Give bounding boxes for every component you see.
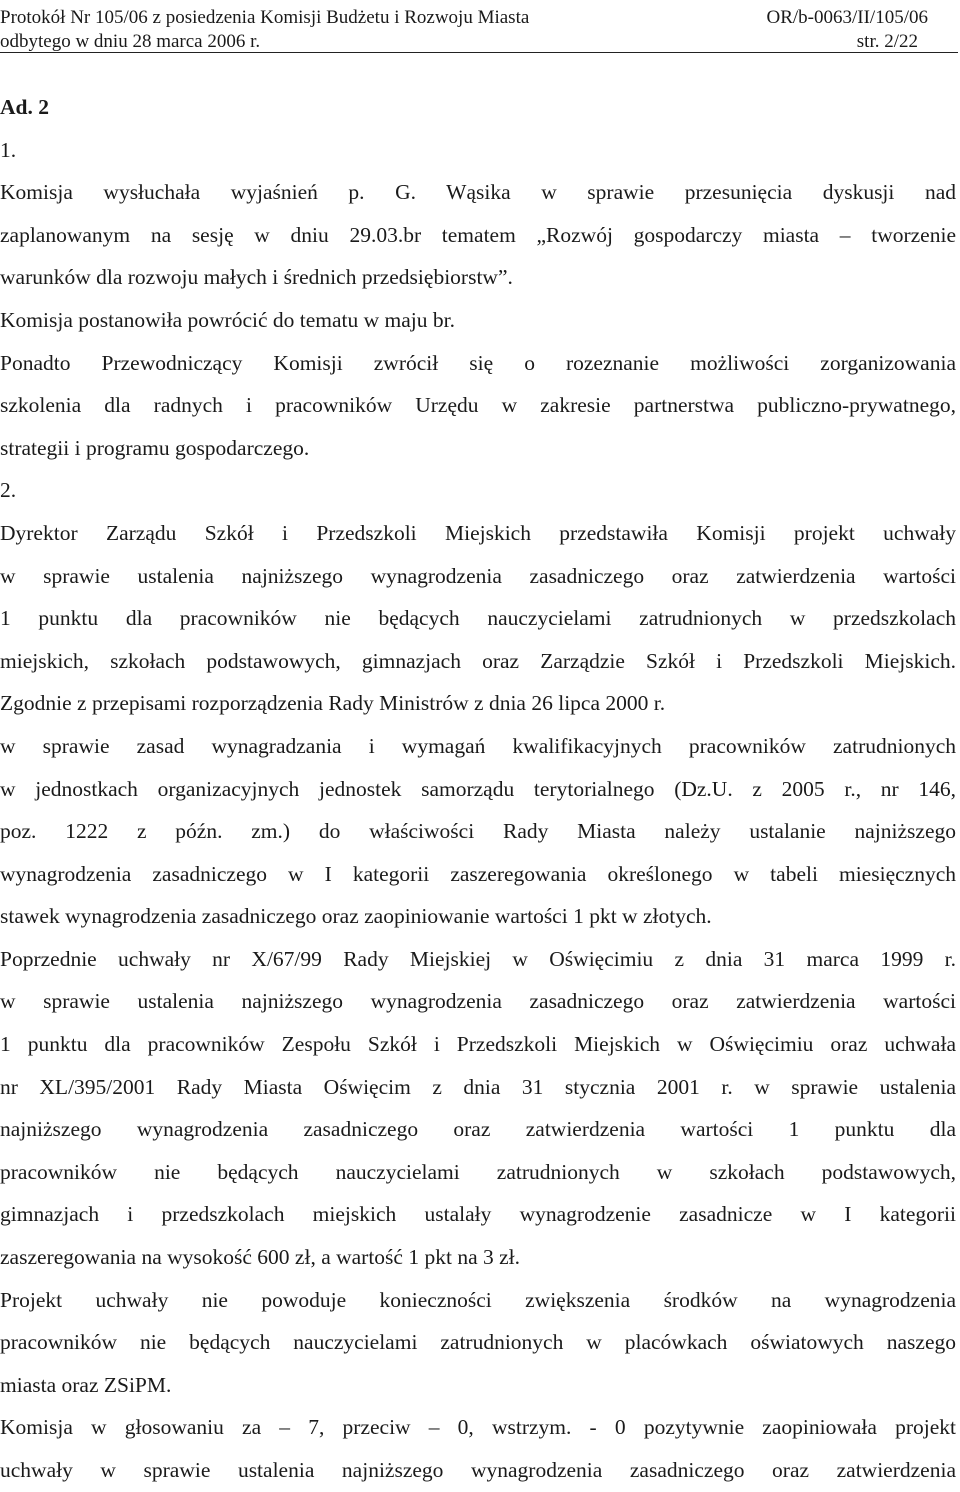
paragraph-line: zaszeregowania na wysokość 600 zł, a wartość 1 pkt na 3 zł. [0, 1245, 520, 1270]
paragraph-line: wynagrodzenia zasadniczego w I kategorii zaszeregowania określonego w tabeli miesięcznych [0, 861, 956, 886]
paragraph-line: Poprzednie uchwały nr X/67/99 Rady Miejskiej w Oświęcimiu z dnia 31 marca 1999 r. [0, 946, 956, 971]
paragraph-line: Komisja postanowiła powrócić do tematu w maju br. [0, 307, 455, 332]
section-heading: Ad. 2 [0, 95, 49, 119]
page-header [0, 0, 958, 53]
paragraph-line: Dyrektor Zarządu Szkół i Przedszkoli Miejskich przedstawiła Komisji projekt uchwały [0, 520, 956, 545]
item-number: 1. [0, 137, 17, 162]
paragraph-line: pracowników nie będących nauczycielami zatrudnionych w placówkach oświatowych naszego [0, 1330, 956, 1355]
paragraph-line: uchwały w sprawie ustalenia najniższego wynagrodzenia zasadniczego oraz zatwierdzenia [0, 1458, 956, 1482]
paragraph-line: miasta oraz ZSiPM. [0, 1372, 172, 1397]
header-date: odbytego w dniu 28 marca 2006 r. [0, 31, 261, 52]
header-reference: OR/b-0063/II/105/06 [766, 7, 928, 28]
paragraph-line: w sprawie ustalenia najniższego wynagrodzenia zasadniczego oraz zatwierdzenia wartości [0, 989, 956, 1014]
paragraph-line: zaplanowanym na sesję w dniu 29.03.br tematem „Rozwój gospodarczy miasta – tworzenie [0, 222, 956, 247]
paragraph-line: najniższego wynagrodzenia zasadniczego oraz zatwierdzenia wartości 1 punktu dla [0, 1117, 956, 1142]
paragraph-line: 1 punktu dla pracowników Zespołu Szkół i Przedszkoli Miejskich w Oświęcimiu oraz uchwała [0, 1032, 956, 1057]
paragraph-line: pracowników nie będących nauczycielami zatrudnionych w szkołach podstawowych, [0, 1159, 956, 1184]
paragraph-line: Komisja wysłuchała wyjaśnień p. G. Wąsika w sprawie przesunięcia dyskusji nad [0, 180, 956, 205]
paragraph-line: stawek wynagrodzenia zasadniczego oraz zaopiniowanie wartości 1 pkt w złotych. [0, 904, 712, 929]
paragraph-line: szkolenia dla radnych i pracowników Urzędu w zakresie partnerstwa publiczno-prywatnego, [0, 393, 956, 418]
paragraph-line: w sprawie ustalenia najniższego wynagrodzenia zasadniczego oraz zatwierdzenia wartości [0, 563, 956, 588]
item-number: 2. [0, 478, 17, 503]
paragraph-line: w sprawie zasad wynagradzania i wymagań kwalifikacyjnych pracowników zatrudnionych [0, 733, 956, 758]
header-title: Protokół Nr 105/06 z posiedzenia Komisji Budżetu i Rozwoju Miasta [0, 7, 530, 28]
document-body [0, 86, 956, 1492]
paragraph-line: gimnazjach i przedszkolach miejskich ustalały wynagrodzenie zasadnicze w I kategorii [0, 1202, 956, 1227]
paragraph-line: poz. 1222 z późn. zm.) do właściwości Rady Miasta należy ustalanie najniższego [0, 819, 956, 844]
paragraph-line: nr XL/395/2001 Rady Miasta Oświęcim z dnia 31 stycznia 2001 r. w sprawie ustalenia [0, 1074, 956, 1099]
page-number: str. 2/22 [856, 31, 918, 52]
paragraph-line: miejskich, szkołach podstawowych, gimnazjach oraz Zarządzie Szkół i Przedszkoli Miejskich. [0, 648, 956, 673]
paragraph-line: Ponadto Przewodniczący Komisji zwrócił się o rozeznanie możliwości zorganizowania [0, 350, 956, 375]
paragraph-line: Komisja w głosowaniu za – 7, przeciw – 0, wstrzym. - 0 pozytywnie zaopiniowała projekt [0, 1415, 956, 1440]
paragraph-line: 1 punktu dla pracowników nie będących nauczycielami zatrudnionych w przedszkolach [0, 606, 956, 631]
paragraph-line: warunków dla rozwoju małych i średnich przedsiębiorstw”. [0, 265, 513, 290]
paragraph-line: w jednostkach organizacyjnych jednostek samorządu terytorialnego (Dz.U. z 2005 r., nr 146, [0, 776, 956, 801]
paragraph-line: Projekt uchwały nie powoduje konieczności zwiększenia środków na wynagrodzenia [0, 1287, 956, 1312]
paragraph-line: strategii i programu gospodarczego. [0, 435, 310, 460]
paragraph-line: Zgodnie z przepisami rozporządzenia Rady Ministrów z dnia 26 lipca 2000 r. [0, 691, 666, 716]
